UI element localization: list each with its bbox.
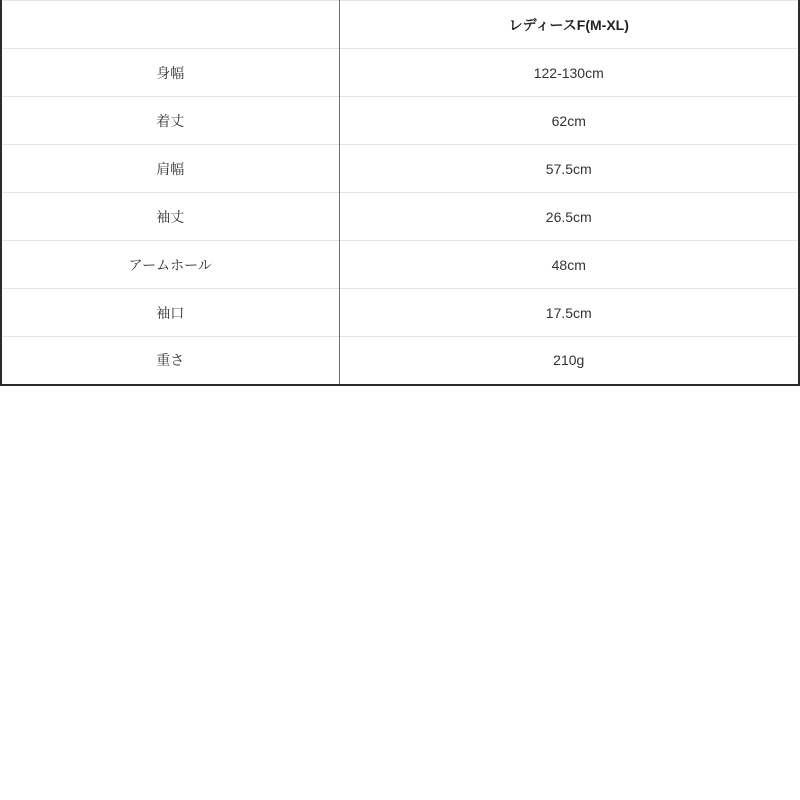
measurement-value: 26.5cm — [339, 193, 799, 241]
measurement-label: 袖口 — [1, 289, 339, 337]
table-row — [1, 193, 799, 241]
measurement-label: アームホール — [1, 241, 339, 289]
size-chart-body — [1, 49, 799, 385]
table-header-row — [1, 1, 799, 49]
table-row — [1, 145, 799, 193]
header-size-label: レディースF(M-XL) — [508, 16, 629, 33]
table-row — [1, 49, 799, 97]
table-row — [1, 241, 799, 289]
measurement-label: 着丈 — [1, 97, 339, 145]
table-row — [1, 337, 799, 385]
measurement-value: 122-130cm — [339, 49, 799, 97]
measurement-value: 62cm — [339, 97, 799, 145]
measurement-value: 48cm — [339, 241, 799, 289]
measurement-label: 袖丈 — [1, 193, 339, 241]
measurement-label: 肩幅 — [1, 145, 339, 193]
size-chart-table — [0, 0, 800, 386]
table-row — [1, 97, 799, 145]
table-row — [1, 289, 799, 337]
measurement-value: 57.5cm — [339, 145, 799, 193]
size-chart-header — [1, 1, 799, 49]
header-empty-cell — [1, 1, 339, 49]
measurement-value: 17.5cm — [339, 289, 799, 337]
measurement-value: 210g — [339, 337, 799, 385]
measurement-label: 身幅 — [1, 49, 339, 97]
measurement-label: 重さ — [1, 337, 339, 385]
